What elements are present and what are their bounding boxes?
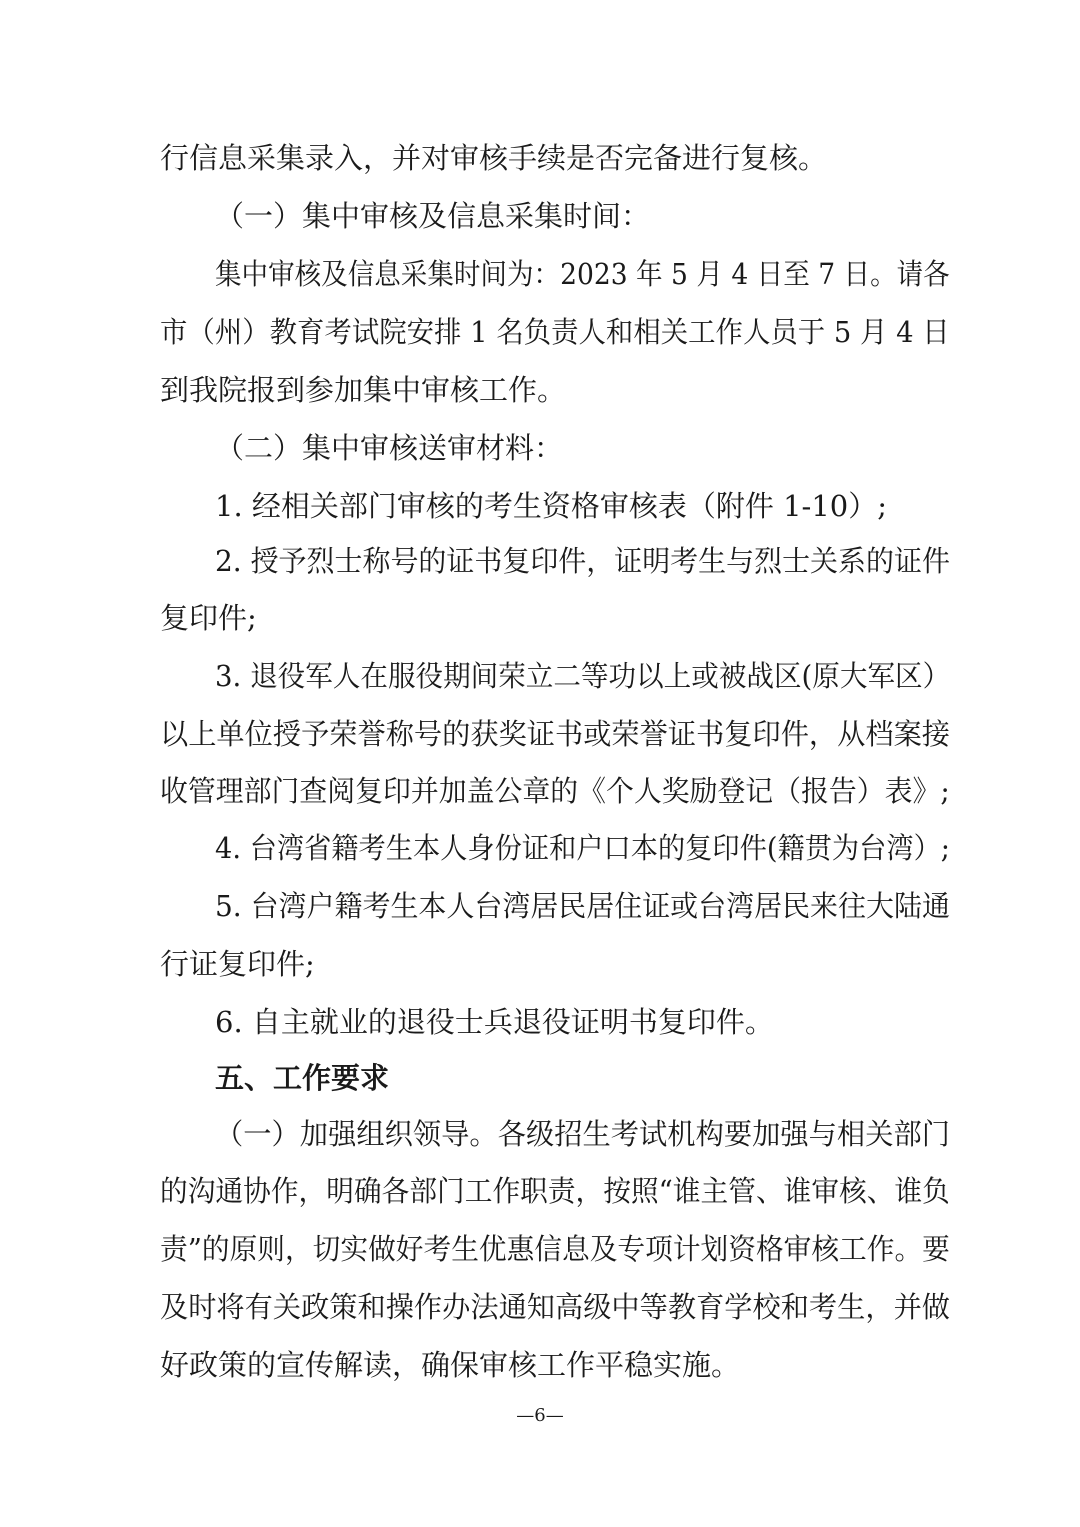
list-item: 6. 自主就业的退役士兵退役证明书复印件。	[215, 1005, 774, 1039]
list-item: 5. 台湾户籍考生本人台湾居民居住证或台湾居民来往大陆通	[215, 889, 950, 923]
list-item: 4. 台湾省籍考生本人身份证和户口本的复印件(籍贯为台湾）;	[215, 831, 950, 865]
body-line: 到我院报到参加集中审核工作。	[160, 373, 567, 407]
body-line: 及时将有关政策和操作办法通知高级中等教育学校和考生，并做	[160, 1290, 951, 1324]
list-item-continuation: 行证复印件;	[160, 947, 315, 981]
list-item: 3. 退役军人在服役期间荣立二等功以上或被战区(原大军区）	[215, 659, 951, 693]
subsection-heading: （一）集中审核及信息采集时间：	[215, 199, 651, 233]
body-line: 好政策的宣传解读，确保审核工作平稳实施。	[160, 1348, 741, 1382]
page-number: —6—	[516, 1405, 564, 1426]
list-item-continuation: 以上单位授予荣誉称号的获奖证书或荣誉证书复印件，从档案接	[160, 717, 951, 751]
list-item: 2. 授予烈士称号的证书复印件，证明考生与烈士关系的证件	[215, 544, 950, 578]
body-line: （一）加强组织领导。各级招生考试机构要加强与相关部门	[215, 1117, 951, 1151]
list-item-continuation: 收管理部门查阅复印并加盖公章的《个人奖励登记（报告）表》;	[160, 774, 950, 808]
body-line: 市（州）教育考试院安排 1 名负责人和相关工作人员于 5 月 4 日	[160, 315, 950, 349]
list-item-continuation: 复印件;	[160, 601, 257, 635]
subsection-heading: （二）集中审核送审材料：	[215, 431, 564, 465]
body-line: 行信息采集录入，并对审核手续是否完备进行复核。	[160, 141, 828, 175]
body-line: 责”的原则，切实做好考生优惠信息及专项计划资格审核工作。要	[160, 1232, 950, 1266]
section-heading: 五、工作要求	[215, 1061, 390, 1095]
list-item: 1. 经相关部门审核的考生资格审核表（附件 1-10）;	[215, 489, 888, 523]
body-line: 的沟通协作，明确各部门工作职责，按照“谁主管、谁审核、谁负	[160, 1174, 950, 1208]
body-line: 集中审核及信息采集时间为：2023 年 5 月 4 日至 7 日。请各	[215, 257, 950, 291]
